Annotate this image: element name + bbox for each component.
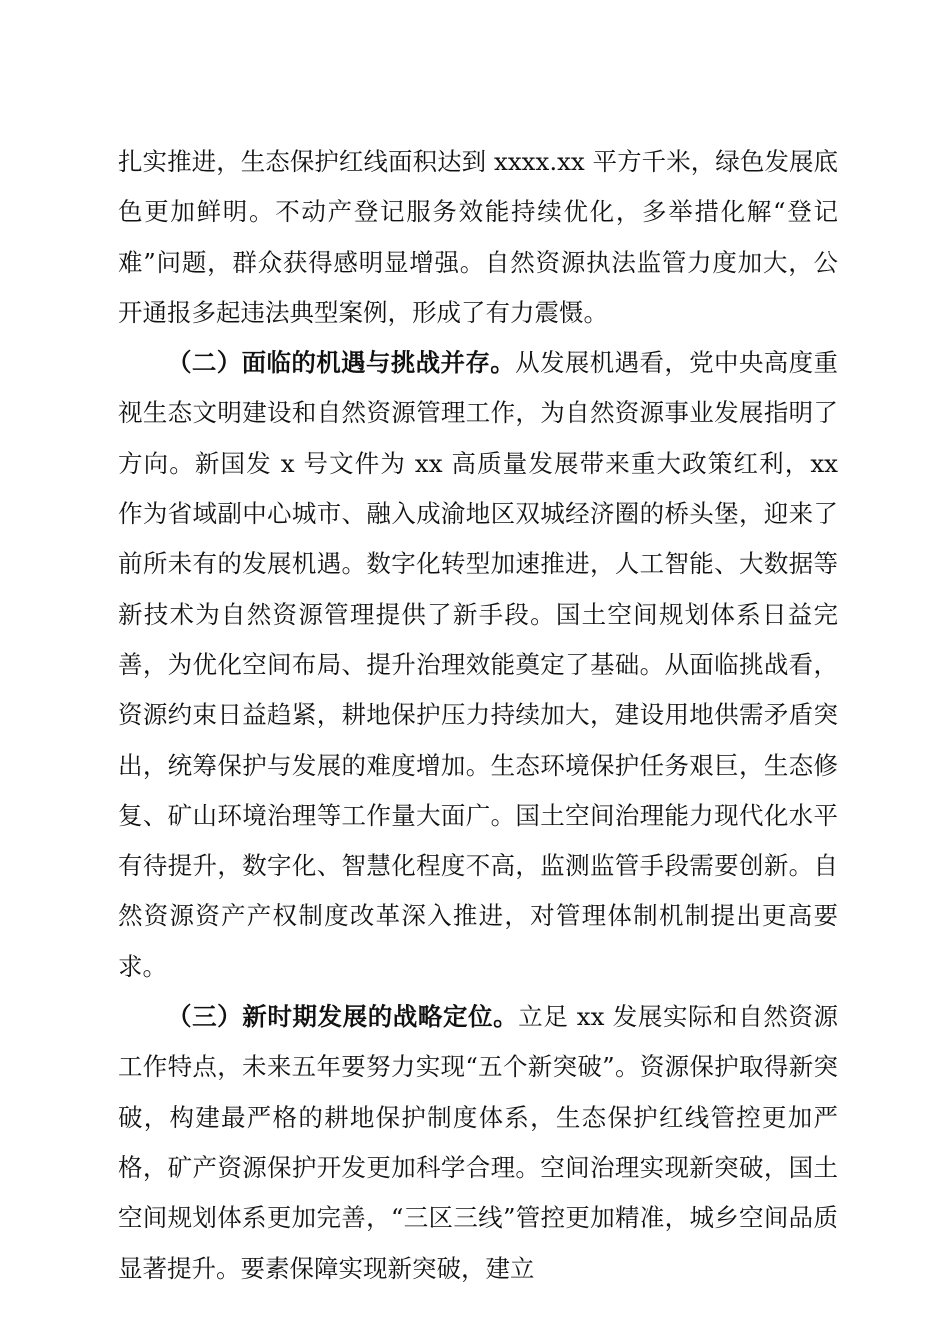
paragraph-text-3: 立足 xx 发展实际和自然资源工作特点，未来五年要努力实现“五个新突破”。资源保护取得新突破，构建最严格的耕地保护制度体系，生态保护红线管控更加严格，矿产资源保护开发更加科学合理。空间治理实现新突破，国土空间规划体系更加完善，“三区三线”管控更加精准，城乡空间品质显著提升。要素保障实现新突破，建立 [118, 1002, 838, 1283]
section-heading-2: （二）面临的机遇与挑战并存。 [167, 348, 516, 378]
paragraph-text-2: 从发展机遇看，党中央高度重视生态文明建设和自然资源管理工作，为自然资源事业发展指明了方向。新国发 x 号文件为 xx 高质量发展带来重大政策红利，xx 作为省域副中心城市、融入成渝地区双城经济圈的桥头堡，迎来了前所未有的发展机遇。数字化转型加速推进，人工智能、大数据等新技术为自然资源管理提供了新手段。国土空间规划体系日益完善，为优化空间布局、提升治理效能奠定了基础。从面临挑战看，资源约束日益趋紧，耕地保护压力持续加大，建设用地供需矛盾突出，统筹保护与发展的难度增加。生态环境保护任务艰巨，生态修复、矿山环境治理等工作量大面广。国土空间治理能力现代化水平有待提升，数字化、智慧化程度不高，监测监管手段需要创新。自然资源资产产权制度改革深入推进，对管理体制机制提出更高要求。 [118, 348, 839, 981]
document-body [118, 137, 838, 1294]
paragraph-strategic-positioning [118, 992, 838, 1294]
paragraph-opportunities-challenges [118, 338, 838, 992]
section-heading-3: （三）新时期发展的战略定位。 [167, 1002, 519, 1032]
paragraph-continuation: 扎实推进，生态保护红线面积达到 xxxx.xx 平方千米，绿色发展底色更加鲜明。不动产登记服务效能持续优化，多举措化解“登记难”问题，群众获得感明显增强。自然资源执法监管力度加大，公开通报多起违法典型案例，形成了有力震慑。 [118, 147, 838, 327]
